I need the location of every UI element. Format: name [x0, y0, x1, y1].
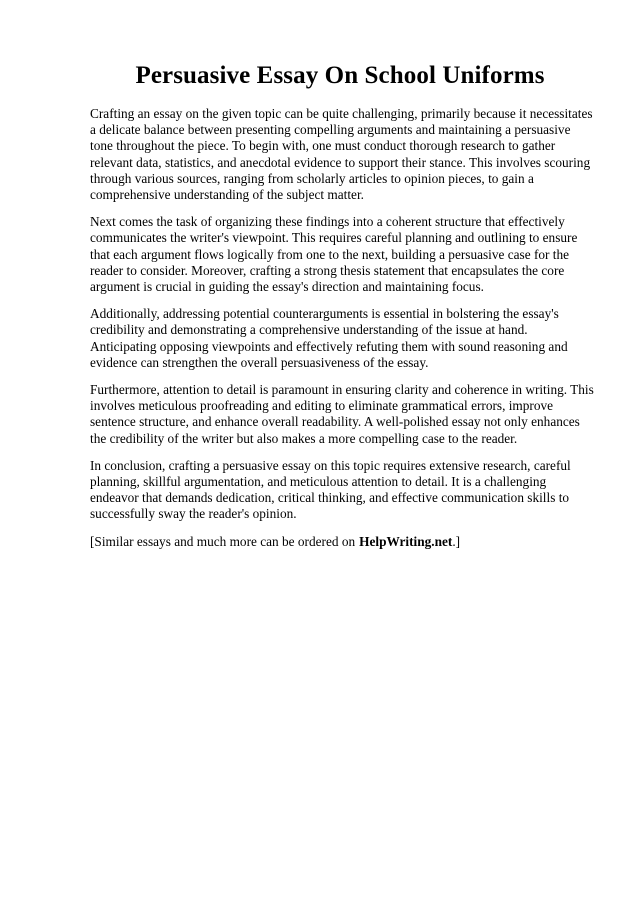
paragraph-2: Next comes the task of organizing these findings into a coherent structure that effectively communicates the writer's viewpoint. This requires careful planning and outlining to ensure that each argument flows logically from one to the next, building a persuasive case for the reader to consider. Moreover, crafting a strong thesis statement that encapsulates the core argument is crucial in guiding the essay's direction and maintaining focus.	[90, 214, 578, 295]
paragraph-3: Additionally, addressing potential counterarguments is essential in bolstering the essay's credibility and demonstrating a comprehensive understanding of the issue at hand. Anticipating opposing viewpoints and effectively refuting them with sound reasoning and evidence can strengthen the overall persuasiveness of the essay.	[90, 306, 568, 370]
helpwriting-link[interactable]: HelpWriting.net	[359, 533, 453, 549]
paragraph-1: Crafting an essay on the given topic can be quite challenging, primarily because it necessitates a delicate balance between presenting compelling arguments and maintaining a persuasive tone throughout the piece. To begin with, one must conduct thorough research to gather relevant data, statistics, and anecdotal evidence to support their stance. This involves scouring through various sources, ranging from scholarly articles to opinion pieces, to gain a comprehensive understanding of the subject matter.	[90, 106, 593, 203]
page-title: Persuasive Essay On School Uniforms	[135, 62, 545, 89]
order-note	[90, 534, 590, 550]
order-note-prefix: [Similar essays and much more can be ordered on	[90, 533, 356, 549]
order-note-suffix: .]	[452, 533, 461, 549]
paragraph-4: Furthermore, attention to detail is paramount in ensuring clarity and coherence in writing. This involves meticulous proofreading and editing to eliminate grammatical errors, improve sentence structure, and enhance overall readability. A well-polished essay not only enhances the credibility of the writer but also makes a more compelling case to the reader.	[90, 382, 594, 446]
paragraph-5: In conclusion, crafting a persuasive essay on this topic requires extensive research, careful planning, skillful argumentation, and meticulous attention to detail. It is a challenging endeavor that demands dedication, critical thinking, and effective communication skills to successfully sway the reader's opinion.	[90, 457, 571, 522]
